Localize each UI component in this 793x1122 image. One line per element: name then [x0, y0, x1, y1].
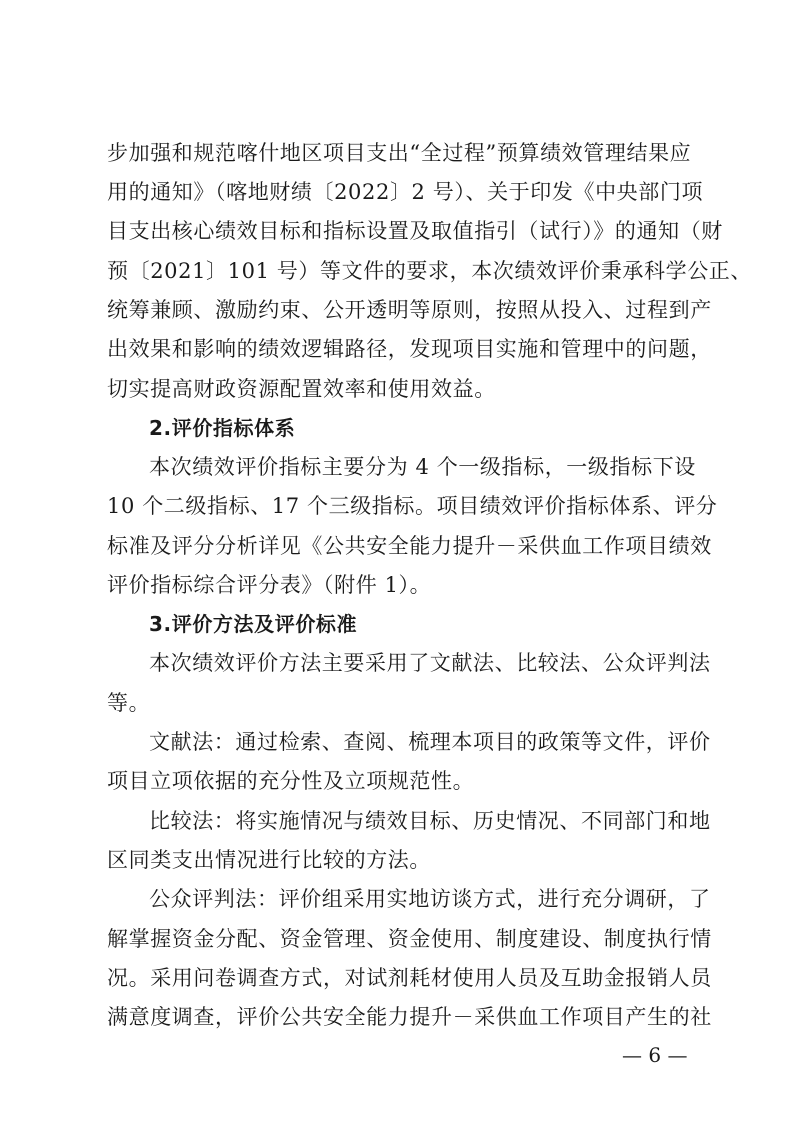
section-heading: 3.评价方法及评价标准	[149, 612, 358, 636]
paragraph-line: 比较法：将实施情况与绩效目标、历史情况、不同部门和地	[149, 809, 711, 833]
paragraph-line: 标准及评分分析详见《公共安全能力提升－采供血工作项目绩效	[107, 534, 712, 558]
paragraph-line: 解掌握资金分配、资金管理、资金使用、制度建设、制度执行情	[107, 927, 712, 951]
paragraph-line: 步加强和规范喀什地区项目支出“全过程”预算绩效管理结果应	[107, 141, 692, 165]
paragraph-line: 用的通知》（喀地财绩〔2022〕2 号）、关于印发《中央部门项	[107, 180, 704, 204]
paragraph-line: 项目立项依据的充分性及立项规范性。	[107, 769, 475, 793]
paragraph-line: 等。	[107, 691, 151, 715]
paragraph-line: 本次绩效评价方法主要采用了文献法、比较法、公众评判法	[149, 651, 711, 675]
paragraph-line: 10 个二级指标、17 个三级指标。项目绩效评价指标体系、评分	[107, 494, 718, 518]
paragraph-line: 本次绩效评价指标主要分为 4 个一级指标，一级指标下设	[149, 455, 696, 479]
paragraph-line: 文献法：通过检索、查阅、梳理本项目的政策等文件，评价	[149, 730, 711, 754]
paragraph-line: 统筹兼顾、激励约束、公开透明等原则，按照从投入、过程到产	[107, 298, 712, 322]
paragraph-line: 目支出核心绩效目标和指标设置及取值指引（试行）》的通知（财	[107, 219, 723, 243]
paragraph-line: 况。采用问卷调查方式，对试剂耗材使用人员及互助金报销人员	[107, 966, 712, 990]
page-number: — 6 —	[622, 1043, 688, 1067]
paragraph-line: 满意度调查，评价公共安全能力提升－采供血工作项目产生的社	[107, 1005, 712, 1029]
paragraph-line: 区同类支出情况进行比较的方法。	[107, 848, 431, 872]
section-heading: 2.评价指标体系	[149, 416, 296, 440]
paragraph-line: 公众评判法：评价组采用实地访谈方式，进行充分调研，了	[149, 887, 711, 911]
paragraph-line: 评价指标综合评分表》（附件 1）。	[107, 573, 432, 597]
paragraph-line: 出效果和影响的绩效逻辑路径，发现项目实施和管理中的问题，	[107, 337, 712, 361]
paragraph-line: 预〔2021〕101 号）等文件的要求，本次绩效评价秉承科学公正、	[107, 259, 752, 283]
paragraph-line: 切实提高财政资源配置效率和使用效益。	[107, 377, 496, 401]
